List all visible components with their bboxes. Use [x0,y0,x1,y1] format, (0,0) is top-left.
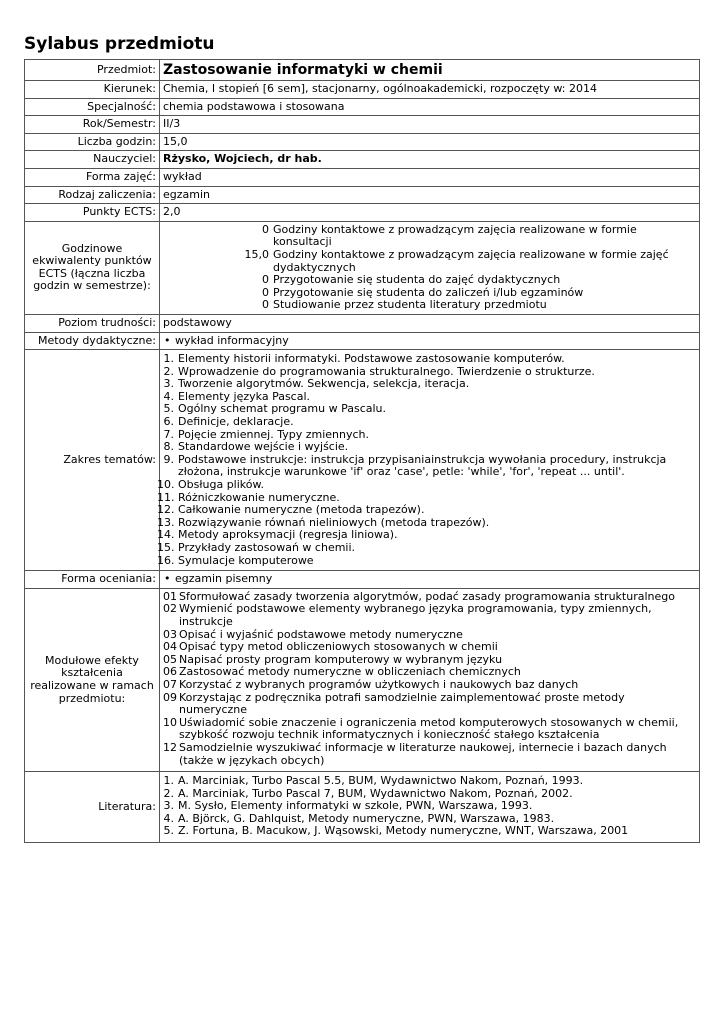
row-zakres [25,350,700,571]
list-number: 2. [163,364,174,378]
list-number: 12. [157,503,175,517]
outcome-text: Samodzielnie wyszukiwać informacje w literaturze naukowej, internecie i bazach danych (także w językach obcych) [179,740,667,767]
list-number: 6. [163,415,174,429]
value-ects: 2,0 [160,204,700,222]
value-specjalnosc: chemia podstawowa i stosowana [160,98,700,116]
label-przedmiot: Przedmiot: [25,60,160,81]
outcome-text: Napisać prosty program komputerowy w wybranym języku [179,652,503,666]
value-nauczyciel: Rżysko, Wojciech, dr hab. [160,151,700,169]
list-number: 3. [163,377,174,391]
label-metody: Metody dydaktyczne: [25,332,160,350]
list-text: Przykłady zastosowań w chemii. [178,541,356,554]
list-number: 15. [157,541,175,554]
outcome-item [163,742,696,767]
outcome-text: Opisać i wyjaśnić podstawowe metody numeryczne [179,627,463,641]
page-title: Sylabus przedmiotu [24,34,215,54]
label-literatura: Literatura: [25,772,160,843]
topics-list [157,352,696,567]
list-text: Pojęcie zmiennej. Typy zmiennych. [178,427,370,441]
value-zakres [157,350,700,571]
row-zaliczenie [25,186,700,204]
hours-item: 15,0 Godziny kontaktowe z prowadzącym zajęcia realizowane w formie zajęć dydaktycznych [244,247,669,274]
list-text: Całkowanie numeryczne (metoda trapezów). [178,503,425,517]
outcome-item [163,692,696,717]
value-metody [160,332,700,350]
outcome-code: 09 [163,690,177,704]
outcome-item [163,717,696,742]
value-zaliczenie: egzamin [160,186,700,204]
label-forma: Forma zajęć: [25,168,160,186]
row-poziom [25,314,700,332]
value-rok: II/3 [160,116,700,134]
list-number: 4. [163,811,174,825]
list-number: 1. [163,774,174,788]
list-text: Tworzenie algorytmów. Sekwencja, selekcja, iteracja. [178,377,470,391]
list-number: 16. [157,553,175,567]
list-number: 2. [163,786,174,800]
list-number: 5. [163,402,174,416]
outcome-text: Uświadomić sobie znaczenie i ograniczenia metod komputerowych stosowanych w chemii, szybkość rozwoju technik informatycznych i konieczność stałego kształcenia [179,715,679,742]
label-efekty: Modułowe efekty kształcenia realizowane w ramach przedmiotu: [25,588,160,771]
value-kierunek: Chemia, I stopień [6 sem], stacjonarny, ogólnoakademicki, rozpoczęty w: 2014 [160,81,700,99]
label-specjalnosc: Specjalność: [25,98,160,116]
list-item: • egzamin pisemny [163,573,696,586]
list-text: Obsługa plików. [178,478,264,492]
list-text: Standardowe wejście i wyjście. [178,440,349,454]
label-ocenianie: Forma oceniania: [25,571,160,589]
list-text: Elementy historii informatyki. Podstawowe zastosowanie komputerów. [178,352,565,366]
outcome-code: 07 [163,677,177,691]
hours-item: 0 Studiowanie przez studenta literatury przedmiotu [262,298,547,312]
syllabus-table [24,59,700,843]
outcome-code: 03 [163,627,177,641]
outcome-code: 10 [163,715,177,729]
list-number: 3. [163,799,174,813]
list-number: 5. [163,824,174,838]
list-text: M. Sysło, Elementy informatyki w szkole, PWN, Warszawa, 1993. [178,799,533,813]
hours-item: 0 Przygotowanie się studenta do zajęć dydaktycznych [262,273,561,287]
outcome-text: Korzystać z wybranych programów użytkowych i naukowych baz danych [179,677,579,691]
value-forma: wykład [160,168,700,186]
list-item [157,553,696,568]
row-forma [25,168,700,186]
list-text: Wprowadzenie do programowania strukturalnego. Twierdzenie o strukturze. [178,364,595,378]
list-number: 1. [163,352,174,366]
row-metody [25,332,700,350]
hours-item: 0 Godziny kontaktowe z prowadzącym zajęcia realizowane w formie konsultacji [262,222,637,249]
outcome-text: Wymienić podstawowe elementy wybranego języka programowania, typy zmiennych, instrukcje [179,602,652,628]
outcome-code: 06 [163,665,177,679]
outcome-text: Sformułować zasady tworzenia algorytmów, podać zasady programowania strukturalnego [179,589,675,603]
value-ekwiwalent [160,221,700,314]
list-number: 10. [157,478,175,492]
label-zaliczenie: Rodzaj zaliczenia: [25,186,160,204]
label-nauczyciel: Nauczyciel: [25,151,160,169]
label-rok: Rok/Semestr: [25,116,160,134]
row-godziny [25,133,700,151]
hours-list [163,224,696,312]
list-item [163,825,696,838]
list-text: A. Marciniak, Turbo Pascal 5.5, BUM, Wydawnictwo Nakom, Poznań, 1993. [178,774,584,788]
outcome-item [163,603,696,628]
list-text: Metody aproksymacji (regresja liniowa). [178,528,398,542]
outcome-text: Zastosować metody numeryczne w obliczeniach chemicznych [179,665,521,679]
list-number: 13. [157,515,175,529]
literature-list [163,775,696,838]
row-ekwiwalent [25,221,700,314]
label-zakres: Zakres tematów: [25,350,160,571]
row-efekty [25,588,700,771]
outcome-code: 05 [163,652,177,666]
list-number: 14. [157,528,175,542]
label-kierunek: Kierunek: [25,81,160,99]
list-text: Definicje, deklaracje. [178,415,294,429]
list-number: 4. [163,389,174,403]
value-literatura [160,772,700,843]
label-ekwiwalent: Godzinowe ekwiwalenty punktów ECTS (łączna liczba godzin w semestrze): [25,221,160,314]
list-text: Ogólny schemat programu w Pascalu. [178,402,387,416]
row-nauczyciel [25,151,700,169]
outcomes-list [163,591,696,767]
hours-item: 0 Przygotowanie się studenta do zaliczeń i/lub egzaminów [262,285,584,299]
list-item: • wykład informacyjny [163,335,696,348]
list-text: A. Björck, G. Dahlquist, Metody numeryczne, PWN, Warszawa, 1983. [178,811,555,825]
label-ects: Punkty ECTS: [25,204,160,222]
row-ocenianie [25,571,700,589]
value-efekty [160,588,700,771]
list-text: Różniczkowanie numeryczne. [178,490,340,504]
outcome-code: 12 [163,740,177,754]
course-name: Zastosowanie informatyki w chemii [160,60,700,81]
outcome-code: 01 [163,589,177,603]
label-poziom: Poziom trudności: [25,314,160,332]
list-item [163,454,696,479]
outcome-text: Korzystając z podręcznika potrafi samodzielnie zaimplementować proste metody numeryczne [179,690,625,717]
value-godziny: 15,0 [160,133,700,151]
outcome-text: Opisać typy metod obliczeniowych stosowanych w chemii [179,640,498,654]
list-number: 11. [157,490,175,504]
row-literatura [25,772,700,843]
list-text: Elementy języka Pascal. [178,389,311,403]
value-poziom: podstawowy [160,314,700,332]
list-number: 8. [163,440,174,454]
row-specjalnosc [25,98,700,116]
list-text: Symulacje komputerowe [178,553,314,567]
list-number: 9. [163,452,174,466]
row-rok [25,116,700,134]
list-text: Rozwiązywanie równań nieliniowych (metoda trapezów). [178,515,490,529]
list-text: Podstawowe instrukcje: instrukcja przypisaniainstrukcja wywołania procedury, instrukcja złożona, instrukcje warunkowe 'if' oraz 'case', petle: 'while', 'for', 'repeat ... until'. [178,452,667,479]
list-text: Z. Fortuna, B. Macukow, J. Wąsowski, Metody numeryczne, WNT, Warszawa, 2001 [178,824,629,838]
row-przedmiot [25,60,700,81]
outcome-code: 02 [163,602,177,616]
list-text: A. Marciniak, Turbo Pascal 7, BUM, Wydawnictwo Nakom, Poznań, 2002. [178,786,573,800]
row-kierunek [25,81,700,99]
outcome-code: 04 [163,640,177,654]
label-godziny: Liczba godzin: [25,133,160,151]
list-number: 7. [163,427,174,441]
row-ects [25,204,700,222]
value-ocenianie [160,571,700,589]
